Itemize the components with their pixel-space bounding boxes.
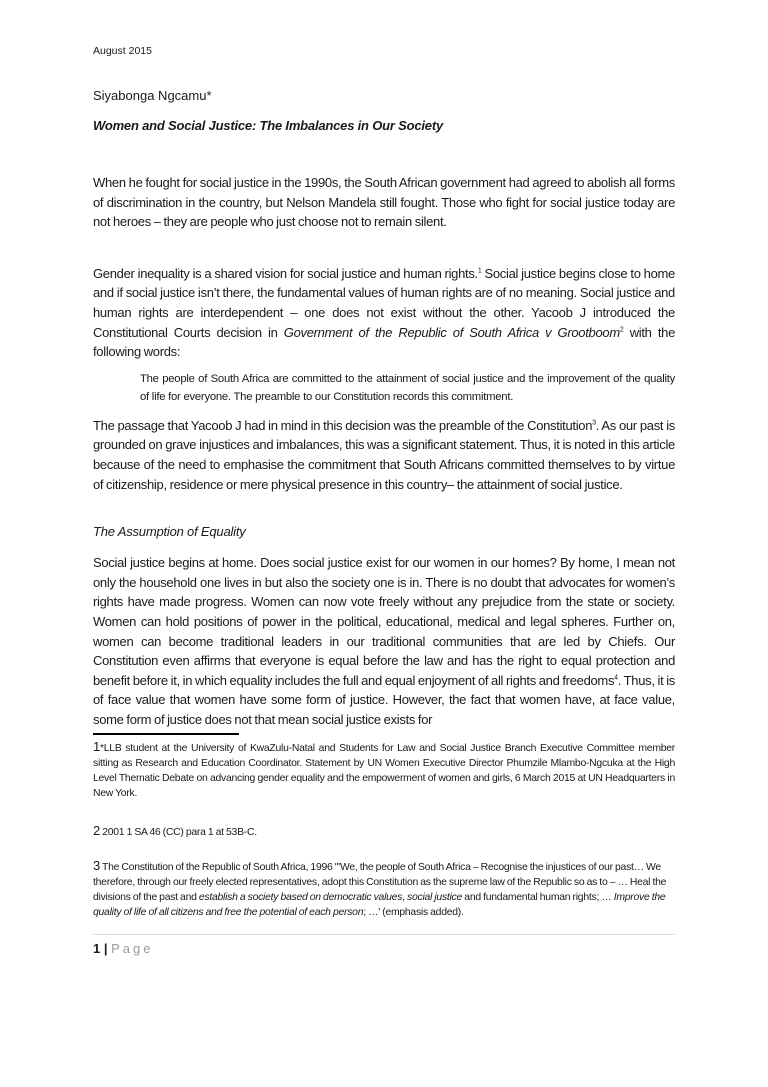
footnote-2 [93, 823, 675, 840]
text: . As our past is grounded on grave injustices and imbalances, this was a significant statement. Thus, it is noted in this article because of the need to emphasise the commitment that South Africans committed themselves to by virtue of citizenship, residence or mere physical presence in this country– the attainment of social justice. [93, 417, 675, 492]
emphasis: establish a society based on democratic values [198, 892, 403, 904]
author-name: Siyabonga Ngcamu* [93, 88, 212, 103]
case-name: Government of the Republic of South Africa v Grootboom [283, 324, 620, 340]
footnote-number: 1 [93, 739, 100, 755]
block-quote: The people of South Africa are committed to the attainment of social justice and the improvement of the quality of life for everyone. The preamble to our Constitution records this commitment. [140, 372, 675, 403]
page-number: 1 [93, 941, 101, 957]
footnote-1 [93, 739, 675, 801]
page-separator: | [100, 941, 112, 957]
footnote-text: The Constitution of the Republic of South Africa, 1996 "'We, the people of South Africa – Recognise the injustices of our past… We therefore, through our freely elected representatives, adopt this Constitution as the supreme law of the Republic so as to – … Heal the divisions of the past and [93, 862, 667, 904]
footnote-3 [93, 858, 675, 920]
footnote-number: 2 [93, 823, 100, 839]
emphasis: Improve the quality of life of all citizens and free the potential of each person [93, 892, 666, 919]
footnote-text: 2001 1 SA 46 (CC) para 1 at 53B-C. [99, 827, 257, 839]
footnote-text: ; …' (emphasis added). [363, 907, 464, 919]
paragraph-intro: When he fought for social justice in the 1990s, the South African government had agreed to abolish all forms of discrimination in the country, but Nelson Mandela still fought. Those who fight for social justice today are not heroes – they are people who just choose not to remain silent. [93, 175, 675, 230]
page-footer [93, 941, 675, 956]
section-heading: The Assumption of Equality [93, 524, 246, 540]
footnote-ref-1[interactable]: 1 [477, 267, 482, 275]
footnote-divider [93, 733, 239, 735]
paragraph-gender-inequality [93, 264, 675, 362]
footnote-ref-3[interactable]: 3 [592, 419, 596, 427]
emphasis: social justice [407, 892, 463, 904]
article-title: Women and Social Justice: The Imbalances in Our Society [93, 118, 443, 133]
text: Gender inequality is a shared vision for social justice and human rights. [93, 265, 478, 281]
footnote-text: *LLB student at the University of KwaZulu-Natal and Students for Law and Social Justice Branch Executive Committee member sitting as Research and Education Coordinator. Statement by UN Women Executive Director Phumzile Mlambo-Ngcuka at the High Level Thematic Debate on advancing gender equality and the empowerment of women and girls, 6 March 2015 at UN Headquarters in New York. [93, 743, 675, 800]
paragraph-preamble [93, 416, 675, 494]
footnote-number: 3 [93, 858, 100, 874]
text: Social justice begins at home. Does social justice exist for our women in our homes? By home, I mean not only the household one lives in but also the society one is in. There is no doubt that advocates for women’s rights have made progress. Women can now vote freely without any prejudice from the state or society. Women can hold positions of power in the political, educational, medical and legal spheres. Further on, women can become traditional leaders in our traditional communities that are led by Chiefs. Our Constitution even affirms that everyone is equal before the law and has the right to equal protection and benefit before it, in which equality includes the full and equal enjoyment of all rights and freedoms [93, 555, 675, 688]
page-label: Page [111, 941, 154, 957]
text: Social justice begins close to home and if social justice isn’t there, the fundamental values of human rights are of no meaning. Social justice and human rights are interdependent – one does not exist without the other. Yacoob J introduced the Constitutional Courts decision in [93, 265, 675, 340]
footnote-ref-2[interactable]: 2 [619, 326, 624, 334]
text: with the following words: [93, 324, 676, 360]
paragraph-equality [93, 553, 675, 729]
footnote-text: and fundamental human rights; … [462, 892, 614, 904]
text: . Thus, it is of face value that women have some form of justice. However, the fact that women have, at face value, some form of justice does not that mean social justice exists for [93, 672, 675, 727]
footnote-text: , [402, 892, 408, 904]
header-date: August 2015 [93, 45, 152, 57]
text: The passage that Yacoob J had in mind in this decision was the preamble of the Constitution [93, 417, 593, 433]
footnote-ref-4[interactable]: 4 [614, 674, 618, 682]
footer-divider [93, 934, 675, 935]
